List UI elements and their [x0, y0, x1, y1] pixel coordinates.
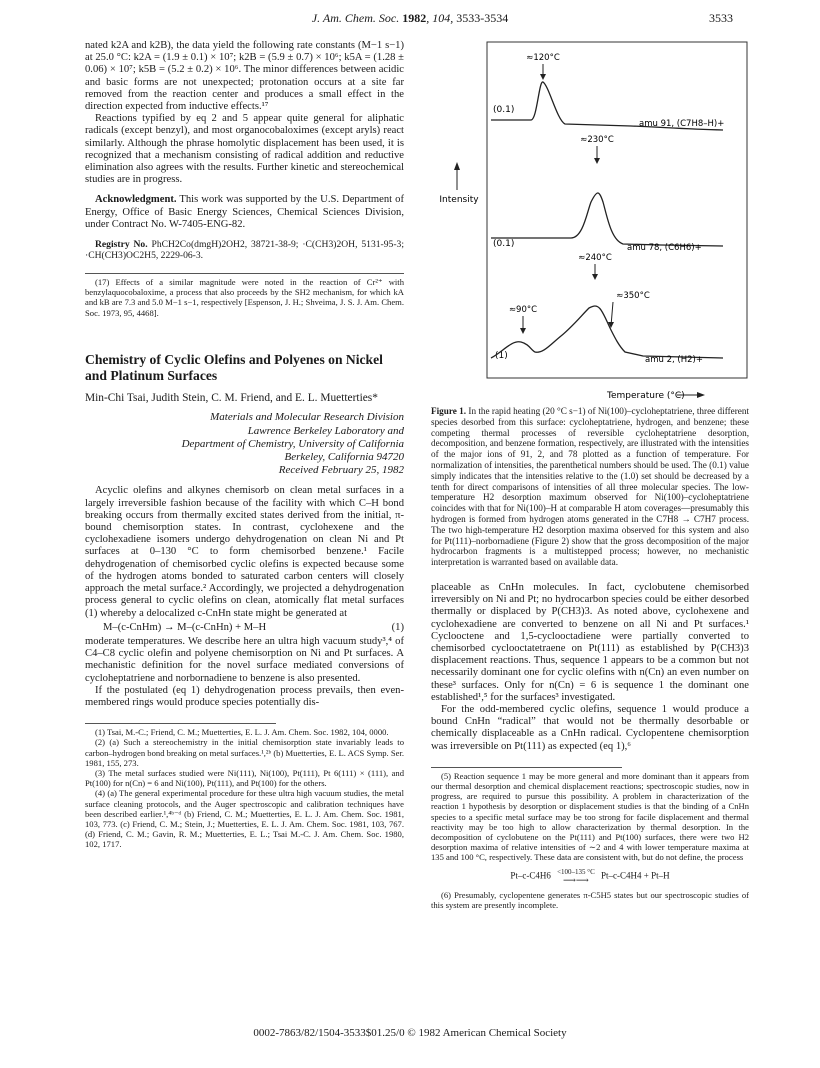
left-column: [85, 40, 404, 850]
caption-text: In the rapid heating (20 °C s−1) of Ni(100)–cycloheptatriene, three different species desorbed from this surface: cycloheptatriene, hydrogen, and benzene; these competing thermal processes of reversible cycloheptatriene desorption, decomposition, and benzene formation, respectively, are illustrated with the intensities of the major ions of 91, 2, and 78 plotted as a function of temperature. For normalization of intensities, the parenthetical numbers should be used. The (0.1) value simply indicates that the intensities relative to the (1.0) set should be decreased by a tenth for direct comparisons of intensities of all three molecular species. The low-temperature H2 desorption maximum observed for Ni(100)–cycloheptatriene coincides with that for Ni(100)–H at comparable H atom coverages—presumably this hydrogen is formed from hydrogen atoms generated in the C7H8 → C7H7 process. The two high-temperature H2 desorption maxima observed for this system and also for Pt(111)–norbornadiene (Figure 2) show that the gross decomposition of the major hydrocarbon fragments is a multistepped process; however, no mechanistic interpretation is warranted based on available data.: [431, 406, 750, 568]
trace-2-scale: (0.1): [493, 239, 515, 249]
page-number: 3533: [709, 11, 733, 25]
footnote-6: (6) Presumably, cyclopentene generates π-C5H5 states but our spectroscopic studies of this system are presently incomplete.: [431, 889, 749, 910]
affiliation-line-2: Lawrence Berkeley Laboratory and: [247, 424, 404, 437]
fn5-eq-right: Pt–c-C4H4 + Pt–H: [601, 870, 670, 881]
y-axis-label: Intensity: [439, 195, 479, 205]
running-header: [0, 11, 820, 27]
right-column: [431, 40, 749, 910]
body-paragraph-3: If the postulated (eq 1) dehydrogenation process prevails, then even-membered rings would produce species potentially dis-: [85, 684, 404, 708]
footnote-rule: [85, 273, 404, 274]
trace-3-label: amu 2, (H2)+: [645, 355, 703, 365]
journal-year: 1982: [402, 11, 427, 25]
paragraph-rate-constants: nated k2A and k2B), the data yield the following rate constants (M−1 s−1) at 25.0 °C: k2A = (1.9 ± 0.1) × 10⁷; k2B = (5.9 ± 0.7) × 10⁶; k5A = (1.28 ± 0.06) × 10⁷; k5B = (5.2 ± 0.2) × 10⁶. The minor differences between acidic and basic forms are not unexpected; protonation occurs at a site far removed from the reaction center and produces a small effect in the direction expected from inductive effects.¹⁷: [85, 40, 404, 113]
fn5-eq-left: Pt–c-C4H6: [510, 870, 551, 881]
journal-citation: J. Am. Chem. Soc. 1982, 104, 3533-3534: [311, 11, 509, 25]
trace-3-peak-2-label: ≈240°C: [578, 253, 612, 263]
paragraph-reactions: Reactions typified by eq 2 and 5 appear quite general for aliphatic radicals (except benzyl), and most organocobaloximes (except aryls) react similarly. Although the phrase homolytic displacement has been used, it is recognized that a mechanism consisting of radical addition and reductive elimination also agrees with the results. Further kinetic and stereochemical studies are in progress.: [85, 113, 404, 186]
footnote-3: (3) The metal surfaces studied were Ni(111), Ni(100), Pt(111), Pt 6(111) × (111), and Pt(100) for n(Cn) = 6 and Ni(100), Pt(111), and Pt(100) for the others.: [85, 767, 404, 789]
figure-caption: [431, 406, 749, 568]
footnote-4: (4) (a) The general experimental procedure for these ultra high vacuum studies, the metal surface cleaning protocols, and the Auger spectroscopic and calibration techniques have been described earlier.¹,⁴ᵇ⁻ᵈ (b) Friend, C. M.; Muetterties, E. L. J. Am. Chem. Soc. 1981, 103, 773. (c) Friend, C. M.; Stein, J.; Muetterties, E. L. J. Am. Chem. Soc. 1981, 103, 767. (d) Friend, C. M.; Gavin, R. M.; Muetterties, E. L.; Tsai M.-C. J. Am. Chem. Soc. 1980, 102, 1717.: [85, 788, 404, 850]
intensity-arrowhead: [454, 162, 460, 170]
footnote-1: (1) Tsai, M.-C.; Friend, C. M.; Muetterties, E. L. J. Am. Chem. Soc. 1982, 104, 0000.: [95, 727, 389, 738]
affiliation-line-3: Department of Chemistry, University of California: [181, 437, 404, 450]
fn5-eq-condition: <100–135 °C: [557, 867, 595, 876]
acknowledgment-text: This work was supported by the U.S. Department of Energy, Office of Basic Energy Sciences, Chemical Sciences Division, under Contract No. W-7405-ENG-82.: [85, 194, 404, 230]
equation-text: M–(c-CnHm) → M–(c-CnHn) + M–H: [103, 621, 267, 633]
registry-text: PhCH2Co(dmgH)2OH2, 38721-38-9; ·C(CH3)2OH, 5131-95-3; ·CH(CH3)OC2H5, 2229-06-3.: [85, 239, 404, 262]
equation-1: [85, 620, 404, 636]
tpd-spectra-plot: [431, 40, 749, 400]
journal-volume: 104: [432, 11, 451, 25]
footnote-2: (2) (a) Such a stereochemistry in the initial chemisorption state invariably leads to carbon–hydrogen bond breaking on metal surfaces.¹,²ᵇ (b) Muetterties, E. L. ACS Symp. Ser. 1981, 155, 273.: [85, 737, 404, 768]
figure-frame: [487, 42, 747, 378]
received-date: Received February 25, 1982: [278, 464, 404, 477]
footnote-5: (5) Reaction sequence 1 may be more general and more dominant than it appears from our thermal desorption and chemical displacement reactions; spectroscopic studies, now in progress, are required to pursue this possibility. A problem in characterization of the reaction 1 hypothesis by desorption or displacement studies is that the binding of a CnHn species to a specific metal surface may be too strong for facile displacement and thermal reactivity may be too high to allow characterization by thermal desorption. In the decomposition of cyclobutene on the Pt(111) and Pt(100) surfaces, there were two H2 desorption maxima of relative intensities of ∼2 and 4 with lower temperature maxima at 135 and 100 °C, respectively. These data are consistent with, but do not define, the process: [431, 770, 749, 863]
right-body-paragraph-1: placeable as CnHn molecules. In fact, cyclobutene chemisorbed irreversibly on Ni and Pt; no hydrocarbon species could be either desorbed thermally or displaced by P(CH3)3. As noted above, cyclohexene and cyclohexadiene are converted to benzene on all Ni and Pt surfaces.¹ Cyclooctene and 1,5-cyclooctadiene were partially converted to chemisorbed cyclooctatetraene on Pt(111) as established by P(CH3)3 displacement reactions. Thus, sequence 1 appears to be a common but not necessarily dominant one for cyclic olefins with n(Cn) an even number on these³ surfaces. Only for n(Cn) = 6 is sequence 1 the dominant one established¹,⁵ for the surfaces³ investigated.: [431, 581, 749, 703]
fn5-eq-arrow: <100–135 °C ⟶⟶: [557, 867, 595, 885]
footnote-17: (17) Effects of a similar magnitude were noted in the reaction of Cr²⁺ with benzylaquocobaloxime, a process that also proceeds by the SH2 mechanism, for which kA and kB are 7.3 and 5.0 M−1 s−1, respectively [Espenson, J. H.; Shveima, J. S. J. Am. Chem. Soc. 1973, 95, 4468].: [85, 277, 404, 318]
body-paragraph-2: moderate temperatures. We describe here an ultra high vacuum study³,⁴ of C4–C8 cyclic olefin and polyene chemisorption on Ni and Pt surfaces. A mechanistic definition for the novel surface mediated conversions of cycloheptatriene and norbornadiene to benzene is also presented.: [85, 635, 404, 684]
trace-1-label: amu 91, (C7H8–H)+: [639, 119, 725, 129]
journal-name: J. Am. Chem. Soc.: [311, 11, 400, 25]
page-footer: 0002-7863/82/1504-3533$01.25/0 © 1982 American Chemical Society: [253, 1027, 567, 1039]
trace-2-peak-label: ≈230°C: [580, 135, 614, 145]
trace-1-scale: (0.1): [493, 105, 515, 115]
affiliation-line-1: Materials and Molecular Research Division: [210, 411, 404, 424]
trace-2-line: [491, 193, 723, 246]
figure-1: [431, 40, 749, 400]
equation-number: (1): [391, 621, 404, 633]
footnote-5-equation: [431, 869, 749, 884]
registry-label: Registry No.: [95, 239, 148, 251]
article-authors: Min-Chi Tsai, Judith Stein, C. M. Friend, and E. L. Muetterties*: [85, 391, 378, 404]
trace-2-label: amu 78, (C6H6)+: [627, 243, 702, 253]
right-body-paragraph-2: For the odd-membered cyclic olefins, sequence 1 would produce a bound CnHn “radical” that would not be thermally desorbable or chemically displaceable as a CnHn radical. Cyclopentene chemisorption was irreversible on Pt(111) as expected (eq 1),⁶: [431, 703, 749, 752]
acknowledgment: [85, 194, 404, 231]
footnote-rule-2: [85, 723, 276, 724]
trace-3-scale: (1): [495, 351, 508, 361]
caption-label: Figure 1.: [431, 406, 467, 416]
body-paragraph-1: Acyclic olefins and alkynes chemisorb on clean metal surfaces in a largely irreversible fashion because of the facility with which C–H bond breaking occurs from thermally excited states derived from the initial, π-bound chemisorption states. In contrast, cyclohexene and the cyclohexadiene isomers undergo dehydrogenation on clean Ni and Pt surfaces at 0–130 °C to form chemisorbed benzene.¹ Facile dehydrogenation of chemisorbed cyclic olefins is expected because some of the hydrogen atoms bonded to saturated carbon centers will closely approach the metal surface.² Accordingly, we projected a dehydrogenation process general to cyclic olefins on clean, atomically flat metal surfaces (1) whereby a delocalized c-CnHn state might be generated at: [85, 485, 404, 619]
x-axis-label: Temperature (°C): [607, 391, 685, 400]
article-title: Chemistry of Cyclic Olefins and Polyenes on Nickel and Platinum Surfaces: [85, 351, 383, 383]
footnote-rule-3: [431, 767, 622, 768]
registry-numbers: [85, 239, 404, 261]
journal-pages: 3533-3534: [456, 11, 509, 25]
trace-3-peak-1-label: ≈90°C: [508, 305, 538, 315]
affiliation-line-4: Berkeley, California 94720: [284, 451, 404, 464]
trace-1-peak-label: ≈120°C: [526, 53, 560, 63]
acknowledgment-label: Acknowledgment.: [95, 194, 177, 206]
trace-3-peak-3-label: ≈350°C: [616, 291, 650, 301]
